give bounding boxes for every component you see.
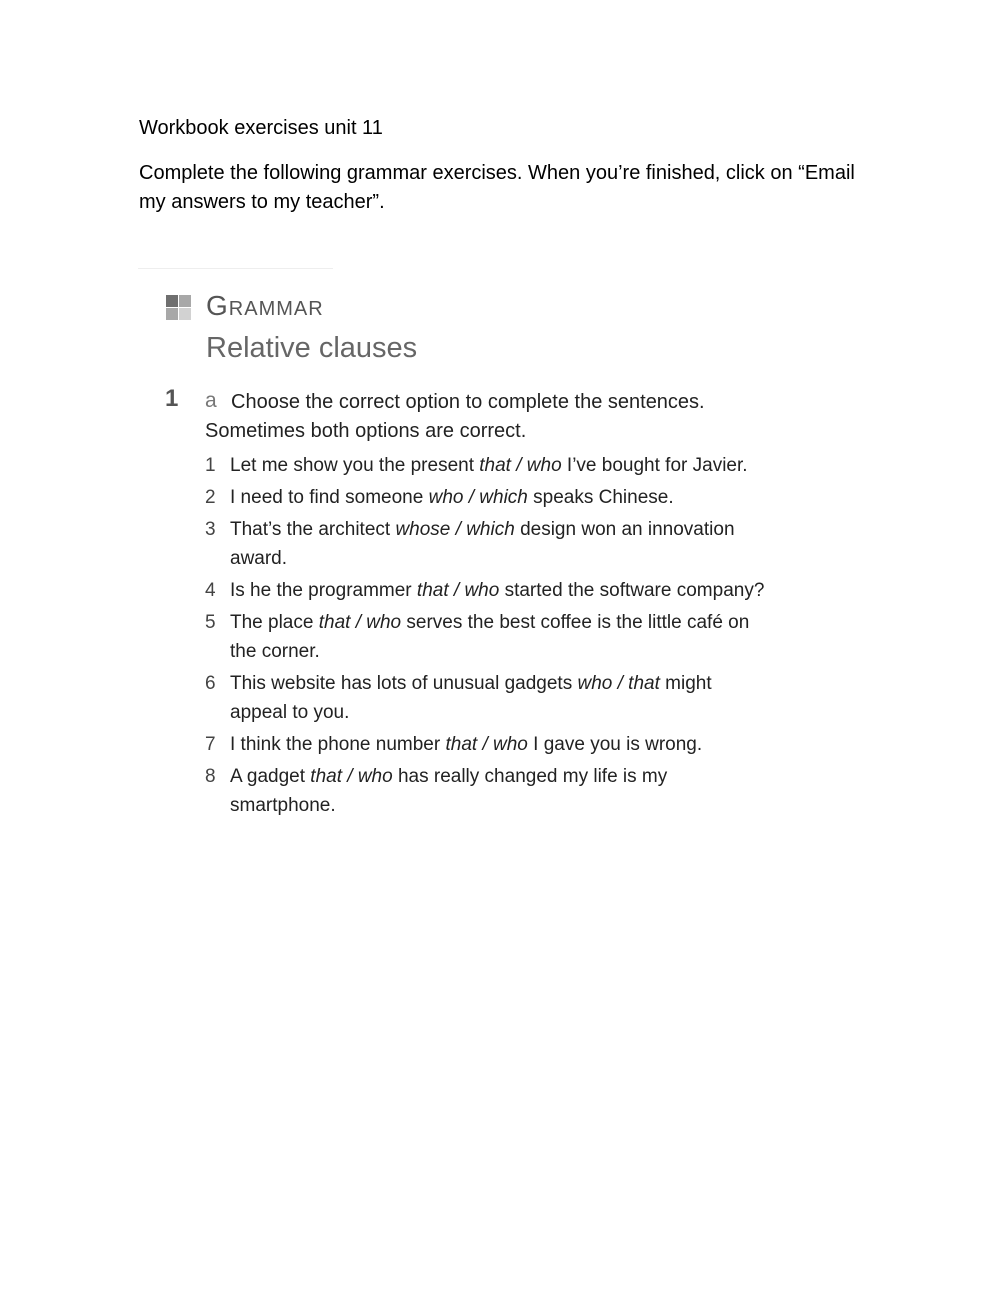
page-title: Workbook exercises unit 11 xyxy=(139,117,383,139)
section-subtitle: Relative clauses xyxy=(206,332,418,364)
exercise-letter: a xyxy=(205,389,217,412)
item-text-after: has really changed my life is my smartphone. xyxy=(230,766,668,816)
item-number: 1 xyxy=(205,455,216,476)
exercise-instruction-text: Choose the correct option to complete the sentences. Sometimes both options are correct. xyxy=(205,391,705,442)
item-text-before: The place xyxy=(230,612,319,633)
item-text-after: design won an innovation award. xyxy=(230,519,735,569)
item-text-before: Is he the programmer xyxy=(230,580,417,601)
item-number: 8 xyxy=(205,766,216,787)
exercise-items xyxy=(205,451,765,823)
item-options[interactable]: who / that xyxy=(577,673,660,694)
item-options[interactable]: that / who xyxy=(445,734,528,755)
item-text-after: might appeal to you. xyxy=(230,673,712,723)
item-text-before: I need to find someone xyxy=(230,487,429,508)
item-options[interactable]: that / who xyxy=(416,580,500,601)
item-text-before: This website has lots of unusual gadgets xyxy=(230,673,578,694)
item-options[interactable]: that / who xyxy=(310,766,393,787)
item-number: 2 xyxy=(205,487,216,508)
item-options[interactable]: that / who xyxy=(318,612,402,633)
item-number: 4 xyxy=(205,580,216,601)
exercise-item xyxy=(205,608,765,666)
exercise-item xyxy=(205,669,765,727)
divider xyxy=(138,268,333,269)
item-number: 6 xyxy=(205,673,216,694)
exercise-instruction xyxy=(205,388,785,446)
item-text-after: I’ve bought for Javier. xyxy=(561,455,748,476)
section-title: Grammar xyxy=(206,290,324,321)
exercise-item xyxy=(205,483,765,512)
item-text-after: I gave you is wrong. xyxy=(527,734,703,755)
item-text-before: That’s the architect xyxy=(230,519,396,540)
exercise-number: 1 xyxy=(165,385,179,412)
item-text-after: serves the best coffee is the little café on the corner. xyxy=(230,612,750,662)
grammar-squares-icon xyxy=(166,295,191,320)
item-text-before: Let me show you the present xyxy=(230,455,480,476)
exercise-item xyxy=(205,762,765,820)
exercise-item xyxy=(205,515,765,573)
item-options[interactable]: that / who xyxy=(479,455,562,476)
item-options[interactable]: who / which xyxy=(428,487,528,508)
exercise-item xyxy=(205,576,765,605)
page-instruction: Complete the following grammar exercises. When you’re finished, click on “Email my answers to my teacher”. xyxy=(139,162,855,213)
item-text-after: started the software company? xyxy=(499,580,765,601)
exercise-item xyxy=(205,451,765,480)
item-options[interactable]: whose / which xyxy=(395,519,515,540)
exercise-item xyxy=(205,730,765,759)
item-text-before: A gadget xyxy=(230,766,311,787)
item-number: 5 xyxy=(205,612,216,633)
item-text-after: speaks Chinese. xyxy=(527,487,674,508)
item-number: 3 xyxy=(205,519,216,540)
item-text-before: I think the phone number xyxy=(230,734,446,755)
item-number: 7 xyxy=(205,734,216,755)
intro xyxy=(139,114,859,217)
